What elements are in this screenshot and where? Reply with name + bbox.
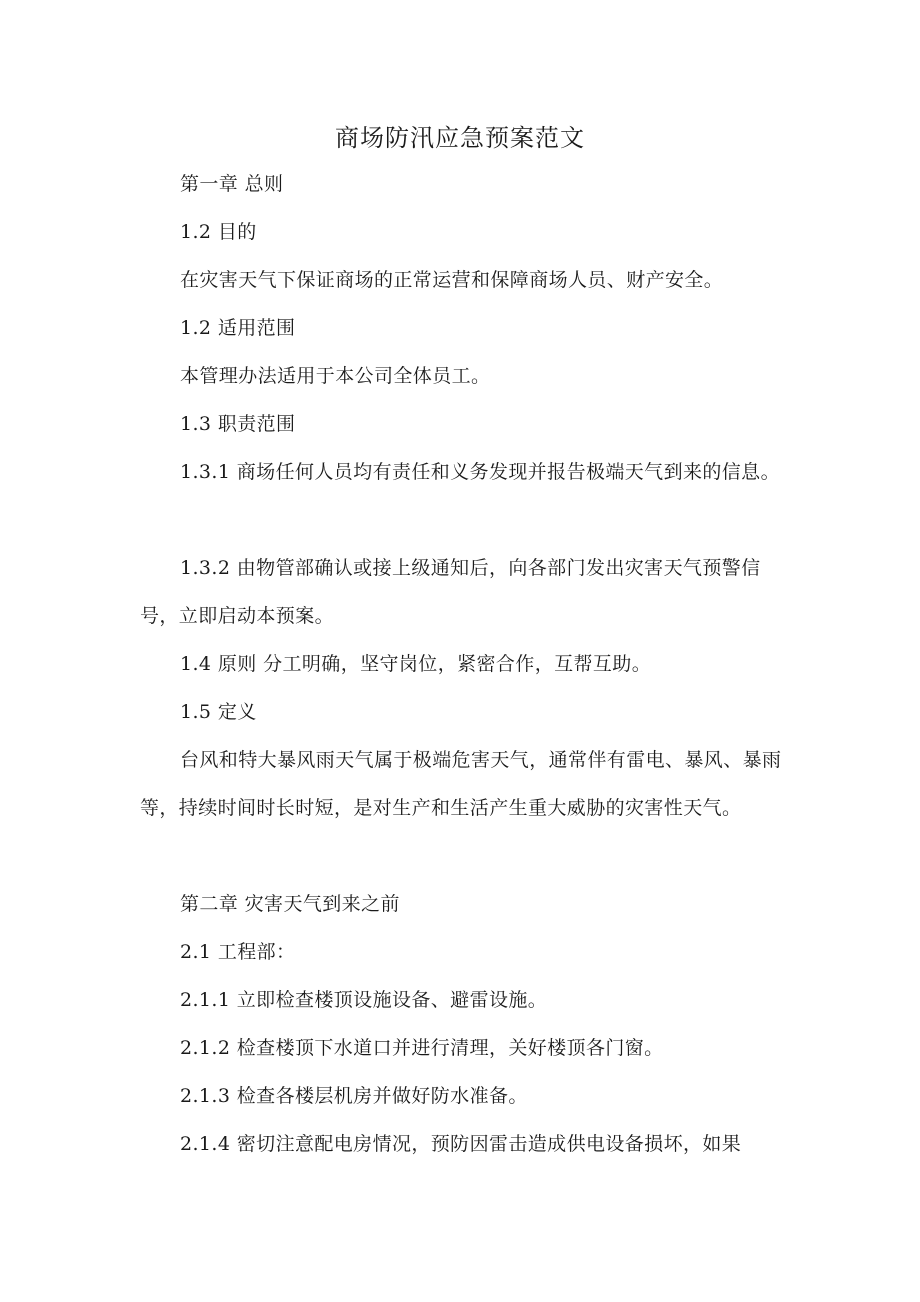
document-title: 商场防汛应急预案范文 (335, 124, 585, 152)
paragraph-scope: 本管理办法适用于本公司全体员工。 (180, 365, 491, 387)
paragraph-engineering-1: 2.1.1 立即检查楼顶设施设备、避雷设施。 (180, 989, 548, 1011)
section-scope-heading: 1.2 适用范围 (180, 317, 296, 339)
section-purpose-heading: 1.2 目的 (180, 221, 257, 243)
paragraph-engineering-2: 2.1.2 检查楼顶下水道口并进行清理，关好楼顶各门窗。 (180, 1037, 664, 1059)
chapter-1-heading: 第一章 总则 (180, 173, 284, 195)
section-engineering-heading: 2.1 工程部： (180, 941, 296, 963)
section-duties-heading: 1.3 职责范围 (180, 413, 296, 435)
paragraph-engineering-3: 2.1.3 检查各楼层机房并做好防水准备。 (180, 1085, 528, 1107)
paragraph-duty-2: 1.3.2 由物管部确认或接上级通知后，向各部门发出灾害天气预警信号，立即启动本预案。 (140, 557, 761, 627)
paragraph-purpose: 在灾害天气下保证商场的正常运营和保障商场人员、财产安全。 (180, 269, 724, 291)
paragraph-definition: 台风和特大暴风雨天气属于极端危害天气，通常伴有雷电、暴风、暴雨等，持续时间时长时短，是对生产和生活产生重大威胁的灾害性天气。 (140, 749, 782, 819)
paragraph-duty-1: 1.3.1 商场任何人员均有责任和义务发现并报告极端天气到来的信息。 (180, 461, 780, 483)
paragraph-engineering-4: 2.1.4 密切注意配电房情况，预防因雷击造成供电设备损坏，如果 (180, 1133, 742, 1155)
section-definition-heading: 1.5 定义 (180, 701, 257, 723)
chapter-2-heading: 第二章 灾害天气到来之前 (180, 893, 400, 915)
paragraph-principle: 1.4 原则 分工明确，坚守岗位，紧密合作，互帮互助。 (180, 653, 652, 675)
